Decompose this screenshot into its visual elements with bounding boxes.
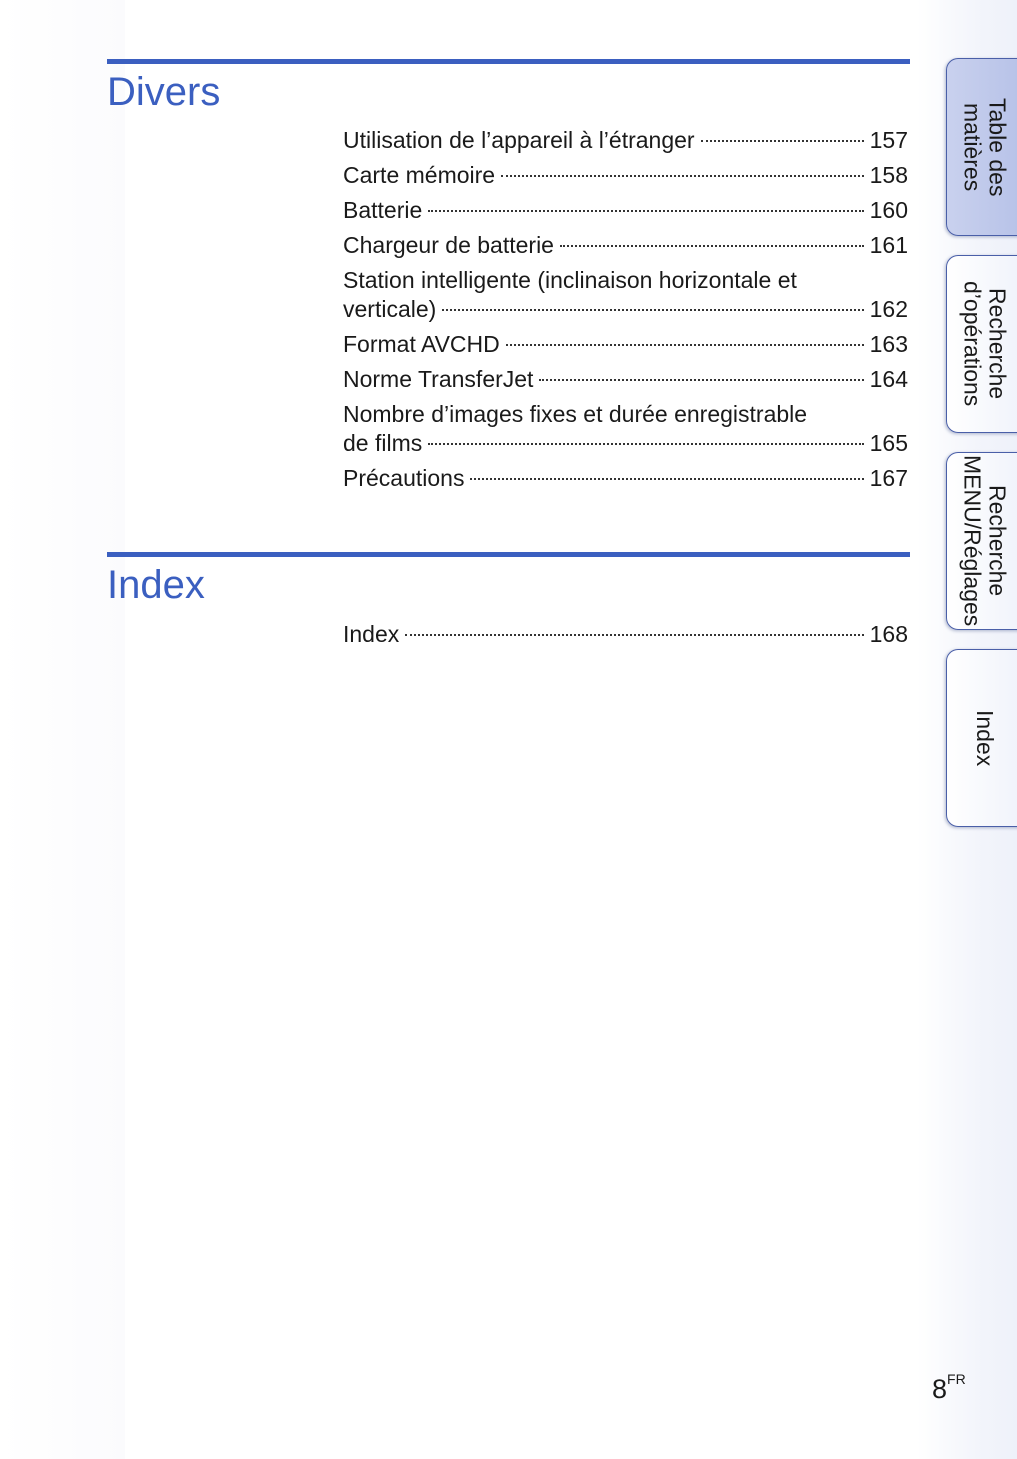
page-language: FR xyxy=(947,1371,966,1387)
toc-entry-label: Format AVCHD xyxy=(343,331,500,357)
toc-entry[interactable] xyxy=(343,365,908,394)
toc-entry-label: Norme TransferJet xyxy=(343,366,534,392)
toc-entry-page: 167 xyxy=(869,465,908,491)
toc-entry-page: 168 xyxy=(869,621,908,647)
dot-leader xyxy=(470,478,863,480)
dot-leader xyxy=(539,379,863,381)
toc-entry-page: 165 xyxy=(869,430,908,456)
dot-leader xyxy=(506,344,864,346)
toc-entry-label: verticale) xyxy=(343,296,437,322)
tab-index[interactable] xyxy=(946,649,1017,827)
toc-entry[interactable] xyxy=(343,400,908,458)
toc-entry-page: 161 xyxy=(869,232,908,258)
toc-entry-label: Index xyxy=(343,621,400,647)
toc-entry[interactable] xyxy=(343,266,908,324)
toc-entry-label: Utilisation de l’appareil à l’étranger xyxy=(343,127,695,153)
toc-entry-page: 163 xyxy=(869,331,908,357)
left-margin xyxy=(0,0,125,1459)
dot-leader xyxy=(701,140,864,142)
section-index xyxy=(107,552,910,610)
toc-entry-label: Précautions xyxy=(343,465,465,491)
section-title: Index xyxy=(107,563,205,607)
section-title: Divers xyxy=(107,70,221,114)
toc-entry[interactable] xyxy=(343,161,908,190)
toc-entry[interactable] xyxy=(343,620,908,649)
dot-leader xyxy=(405,634,863,636)
dot-leader xyxy=(442,309,863,311)
tab-label: Recherche d’opérations xyxy=(959,281,1011,407)
toc-entry-page: 158 xyxy=(869,162,908,188)
toc-entry-page: 162 xyxy=(869,296,908,322)
toc-entry-label: Chargeur de batterie xyxy=(343,232,554,258)
dot-leader xyxy=(428,443,863,445)
toc-entry[interactable] xyxy=(343,231,908,260)
dot-leader xyxy=(501,175,864,177)
toc-entry-label: Batterie xyxy=(343,197,423,223)
tab-label: Recherche MENU/Réglages xyxy=(959,455,1011,627)
tab-table-des-matieres[interactable] xyxy=(946,58,1017,236)
tab-recherche-menu-reglages[interactable] xyxy=(946,452,1017,630)
toc-list-index xyxy=(343,620,908,655)
tab-label: Index xyxy=(972,709,998,767)
toc-entry[interactable] xyxy=(343,196,908,225)
toc-entry-label-line1: Station intelligente (inclinaison horizontale et xyxy=(343,267,797,293)
toc-entry[interactable] xyxy=(343,126,908,155)
toc-entry-page: 157 xyxy=(869,127,908,153)
page-number-value: 8 xyxy=(932,1374,948,1404)
dot-leader xyxy=(560,245,864,247)
toc-entry[interactable] xyxy=(343,330,908,359)
tab-label: Table des matières xyxy=(959,97,1011,197)
toc-entry-label: de films xyxy=(343,430,423,456)
toc-entry[interactable] xyxy=(343,464,908,493)
tab-recherche-operations[interactable] xyxy=(946,255,1017,433)
toc-entry-page: 164 xyxy=(869,366,908,392)
dot-leader xyxy=(428,210,863,212)
toc-entry-page: 160 xyxy=(869,197,908,223)
toc-entry-label: Carte mémoire xyxy=(343,162,496,188)
page-number xyxy=(932,1371,966,1405)
toc-list-divers xyxy=(343,126,908,499)
toc-entry-label-line1: Nombre d’images fixes et durée enregistrable xyxy=(343,401,808,427)
section-divers xyxy=(107,59,910,117)
